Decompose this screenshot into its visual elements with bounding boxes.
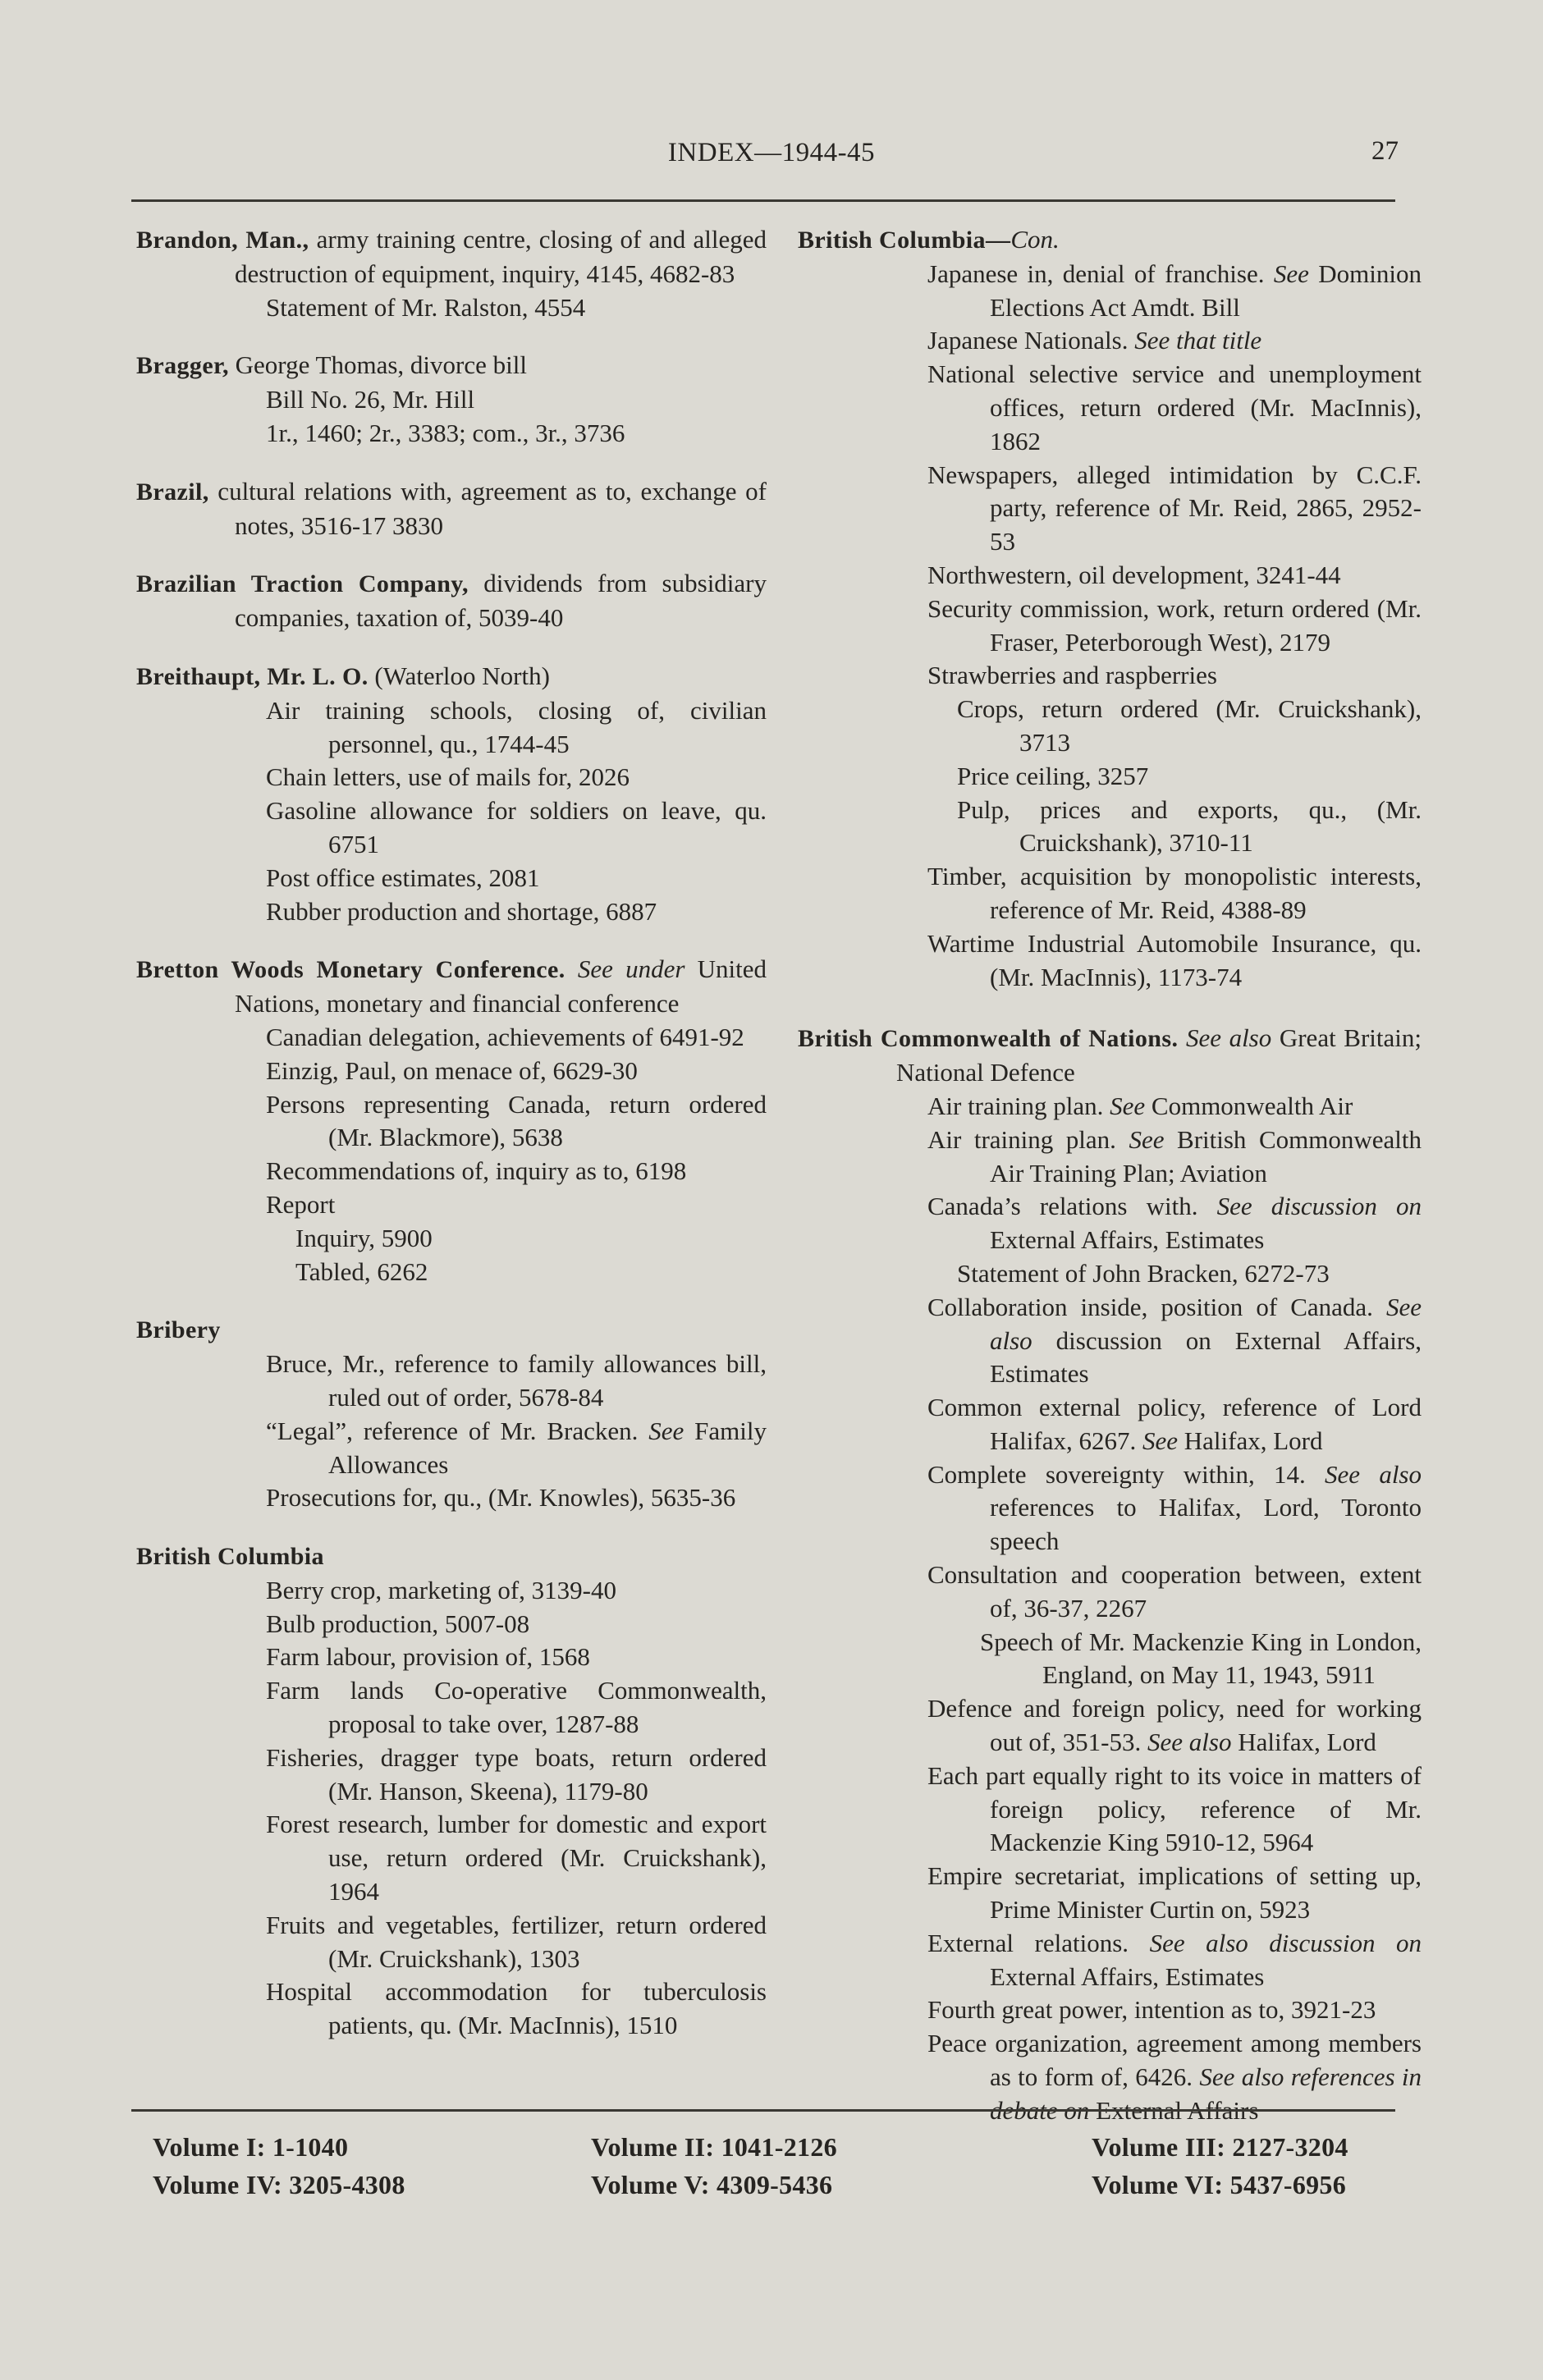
subentry: Recommendations of, inquiry as to, 6198 (266, 1156, 687, 1186)
subentry (235, 1415, 767, 1482)
subentry (896, 1090, 1422, 1124)
subentry: Empire secretariat, implications of setting up, Prime Minister Curtin on, 5923 (927, 1861, 1422, 1925)
entry-heading: Bribery (136, 1316, 221, 1344)
subentry: Fisheries, dragger type boats, return ordered (Mr. Hanson, Skeena), 1179-80 (266, 1742, 767, 1806)
subentry: Pulp, prices and exports, qu., (Mr. Cruickshank), 3710-11 (957, 794, 1422, 858)
subentry (896, 1190, 1422, 1257)
subentry: Strawberries and raspberries (927, 661, 1217, 690)
subentry-text: Peace organization, agreement among members as to form of, 6426. (927, 2029, 1422, 2092)
subentry-text: Air training plan. (927, 1124, 1116, 1154)
subentry (896, 1927, 1422, 1994)
page-number: 27 (1371, 136, 1399, 166)
volume-key-column-3 (1092, 2128, 1348, 2204)
subentry-text: Japanese Nationals. (927, 326, 1129, 355)
subentry-tail: British Commonwealth Air Training Plan; Aviation (990, 1124, 1422, 1188)
subentry (896, 258, 1422, 325)
subentry: Consultation and cooperation between, extent of, 36-37, 2267 (927, 1560, 1422, 1623)
entry-text: cultural relations with, agreement as to, exchange of notes, 3516-17 3830 (208, 476, 767, 540)
index-entry-brandon (136, 223, 767, 324)
entry-heading: Breithaupt, Mr. L. O. (136, 662, 369, 690)
entry-main (136, 223, 767, 291)
subentry: Bulb production, 5007-08 (266, 1609, 530, 1638)
entry-text: army training centre, closing of and alleged destruction of equipment, inquiry, 4145, 4682-83 (235, 225, 767, 288)
entry-text: Great Britain; National Defence (896, 1023, 1422, 1087)
see-reference: See (1273, 259, 1309, 288)
subentry: Price ceiling, 3257 (957, 761, 1149, 790)
entry-main (136, 475, 767, 543)
subentry-tail: references to Halifax, Lord, Toronto speech (990, 1493, 1422, 1556)
subentry (896, 1124, 1422, 1191)
entry-main (798, 223, 1422, 258)
subentry-tail: discussion on External Affairs, Estimates (990, 1325, 1422, 1389)
subentry: Hospital accommodation for tuberculosis patients, qu. (Mr. MacInnis), 1510 (266, 1977, 767, 2040)
see-reference: See (1129, 1124, 1165, 1154)
index-entry-bretton-woods (136, 953, 767, 1288)
entry-heading: Brazil, (136, 478, 209, 506)
volume-range: Volume IV: 3205-4308 (153, 2170, 405, 2199)
see-reference: See also (1147, 1728, 1232, 1757)
entry-main (136, 660, 767, 694)
subentry: Forest research, lumber for domestic and export use, return ordered (Mr. Cruickshank), 1964 (266, 1810, 767, 1906)
subentry-text: Defence and foreign policy, need for working out of, 351-53. (927, 1694, 1422, 1757)
subentry-tail: External Affairs, Estimates (990, 1225, 1265, 1255)
subentry-text: Collaboration inside, position of Canada. (927, 1292, 1373, 1321)
see-reference: See that title (1134, 326, 1262, 355)
subentry (896, 324, 1422, 358)
see-reference: See (648, 1416, 685, 1445)
subentry: Farm labour, provision of, 1568 (266, 1642, 590, 1672)
index-entry-british-columbia-continued (798, 223, 1422, 994)
entry-heading: Brandon, Man., (136, 227, 309, 254)
entry-main (136, 953, 767, 1021)
entry-text: United Nations, monetary and financial conference (235, 954, 767, 1018)
subentry: Einzig, Paul, on menace of, 6629-30 (266, 1055, 638, 1085)
index-entry-british-commonwealth (798, 1022, 1422, 2127)
subentry: Crops, return ordered (Mr. Cruickshank), 3713 (957, 694, 1422, 757)
volume-range: Volume III: 2127-3204 (1092, 2132, 1348, 2162)
subentry: Canadian delegation, achievements of 6491-92 (266, 1022, 744, 1051)
continued-mark: Con. (1010, 225, 1060, 254)
subentry (896, 1458, 1422, 1558)
index-entry-brazil (136, 475, 767, 543)
subentry: Speech of Mr. Mackenzie King in London, England, on May 11, 1943, 5911 (980, 1627, 1422, 1690)
subentry (896, 2027, 1422, 2127)
entry-heading: British Columbia (136, 1543, 324, 1571)
subentry: Northwestern, oil development, 3241-44 (927, 560, 1341, 589)
subentry-tail: Dominion Elections Act Amdt. Bill (990, 259, 1422, 322)
subentry: Report (266, 1189, 336, 1219)
see-also-reference: See also (1185, 1023, 1272, 1053)
subentry-tail: Halifax, Lord (1231, 1728, 1376, 1757)
subentry: Tabled, 6262 (295, 1256, 428, 1286)
subentry: Statement of Mr. Ralston, 4554 (266, 292, 586, 322)
top-rule (131, 199, 1395, 202)
see-reference: See discussion on (1216, 1192, 1422, 1221)
subentry: Timber, acquisition by monopolistic interests, reference of Mr. Reid, 4388-89 (927, 862, 1422, 924)
subentry-text: Complete sovereignty within, 14. (927, 1459, 1306, 1489)
subentry-tail: Family Allowances (328, 1416, 767, 1479)
subentry-tail: Halifax, Lord (1178, 1426, 1323, 1455)
subentry: Bill No. 26, Mr. Hill (266, 385, 475, 414)
index-entry-bribery (136, 1313, 767, 1515)
subentry: 1r., 1460; 2r., 3383; com., 3r., 3736 (266, 418, 625, 447)
entry-heading: Brazilian Traction Company, (136, 570, 469, 598)
entry-main (136, 567, 767, 635)
index-entry-brazilian-traction (136, 567, 767, 635)
under-reference: under (625, 954, 685, 984)
index-entry-bragger (136, 349, 767, 450)
subentry (896, 1692, 1422, 1760)
subentry: Wartime Industrial Automobile Insurance, qu. (Mr. MacInnis), 1173-74 (927, 928, 1422, 991)
entry-heading: British Columbia— (798, 227, 1011, 254)
subentry: Rubber production and shortage, 6887 (266, 896, 657, 926)
volume-key-column-1 (153, 2128, 405, 2204)
index-entry-breithaupt (136, 660, 767, 928)
entry-heading: Bragger, (136, 352, 229, 380)
see-reference: See also references in debate on (990, 2062, 1422, 2125)
subentry: Air training schools, closing of, civilian personnel, qu., 1744-45 (266, 695, 767, 758)
running-head: INDEX—1944-45 (667, 138, 876, 167)
entry-heading: Bretton Woods Monetary Conference. (136, 956, 565, 984)
subentry (896, 1391, 1422, 1458)
subentry: Berry crop, marketing of, 3139-40 (266, 1575, 616, 1604)
see-reference: See also (1325, 1459, 1422, 1489)
entry-text: George Thomas, divorce bill (228, 350, 527, 380)
subentry-text: Common external policy, reference of Lord Halifax, 6267. (927, 1393, 1422, 1455)
subentry: Bruce, Mr., reference to family allowances bill, ruled out of order, 5678-84 (266, 1349, 767, 1412)
subentry-text: “Legal”, reference of Mr. Bracken. (266, 1416, 639, 1445)
entry-text: dividends from subsidiary companies, taxation of, 5039-40 (235, 569, 767, 633)
subentry (896, 1291, 1422, 1391)
see-reference: See also discussion on (1149, 1928, 1422, 1957)
subentry: Gasoline allowance for soldiers on leave, qu. 6751 (266, 796, 767, 858)
index-entry-british-columbia (136, 1540, 767, 2043)
entry-main (798, 1022, 1422, 1090)
subentry: Security commission, work, return ordered (Mr. Fraser, Peterborough West), 2179 (927, 593, 1422, 657)
subentry-text: Japanese in, denial of franchise. (927, 259, 1265, 288)
subentry: Prosecutions for, qu., (Mr. Knowles), 5635-36 (266, 1483, 736, 1513)
subentry: Post office estimates, 2081 (266, 863, 540, 892)
volume-range: Volume VI: 5437-6956 (1092, 2170, 1347, 2199)
volume-range: Volume V: 4309-5436 (591, 2170, 833, 2199)
subentry-text: Air training plan. (927, 1091, 1104, 1120)
right-column (798, 223, 1422, 2153)
subentry-text: External relations. (927, 1928, 1129, 1957)
entry-main (136, 1313, 767, 1348)
entry-heading: British Commonwealth of Nations. (798, 1025, 1179, 1053)
entry-main (136, 1540, 767, 1574)
see-reference: See (577, 954, 613, 984)
subentry: Fruits and vegetables, fertilizer, return ordered (Mr. Cruickshank), 1303 (266, 1910, 767, 1973)
subentry: National selective service and unemployment offices, return ordered (Mr. MacInnis), 1862 (927, 359, 1422, 455)
entry-text: (Waterloo North) (368, 661, 550, 690)
subentry: Persons representing Canada, return ordered (Mr. Blackmore), 5638 (266, 1089, 767, 1152)
subentry: Each part equally right to its voice in matters of foreign policy, reference of Mr. Mackenzie King 5910-12, 5964 (927, 1760, 1422, 1857)
see-reference: See (1110, 1091, 1146, 1120)
subentry: Fourth great power, intention as to, 3921-23 (927, 1995, 1376, 2025)
bottom-rule (131, 2109, 1395, 2112)
see-reference: See (1142, 1426, 1178, 1455)
subentry-tail: Commonwealth Air (1145, 1091, 1353, 1120)
subentry: Chain letters, use of mails for, 2026 (266, 762, 630, 792)
volume-range: Volume I: 1-1040 (153, 2132, 349, 2162)
subentry: Inquiry, 5900 (295, 1223, 433, 1252)
subentry: Statement of John Bracken, 6272-73 (957, 1258, 1330, 1288)
see-reference: See also (990, 1292, 1422, 1355)
volume-range: Volume II: 1041-2126 (591, 2132, 837, 2162)
volume-key-column-2 (591, 2128, 837, 2204)
subentry-text: Canada’s relations with. (927, 1192, 1198, 1221)
subentry-tail: External Affairs (1089, 2095, 1259, 2125)
subentry: Farm lands Co-operative Commonwealth, proposal to take over, 1287-88 (266, 1676, 767, 1739)
left-column (136, 223, 767, 2067)
subentry: Newspapers, alleged intimidation by C.C.F. party, reference of Mr. Reid, 2865, 2952-53 (927, 460, 1422, 556)
entry-main (136, 349, 767, 383)
subentry-tail: External Affairs, Estimates (990, 1961, 1265, 1991)
